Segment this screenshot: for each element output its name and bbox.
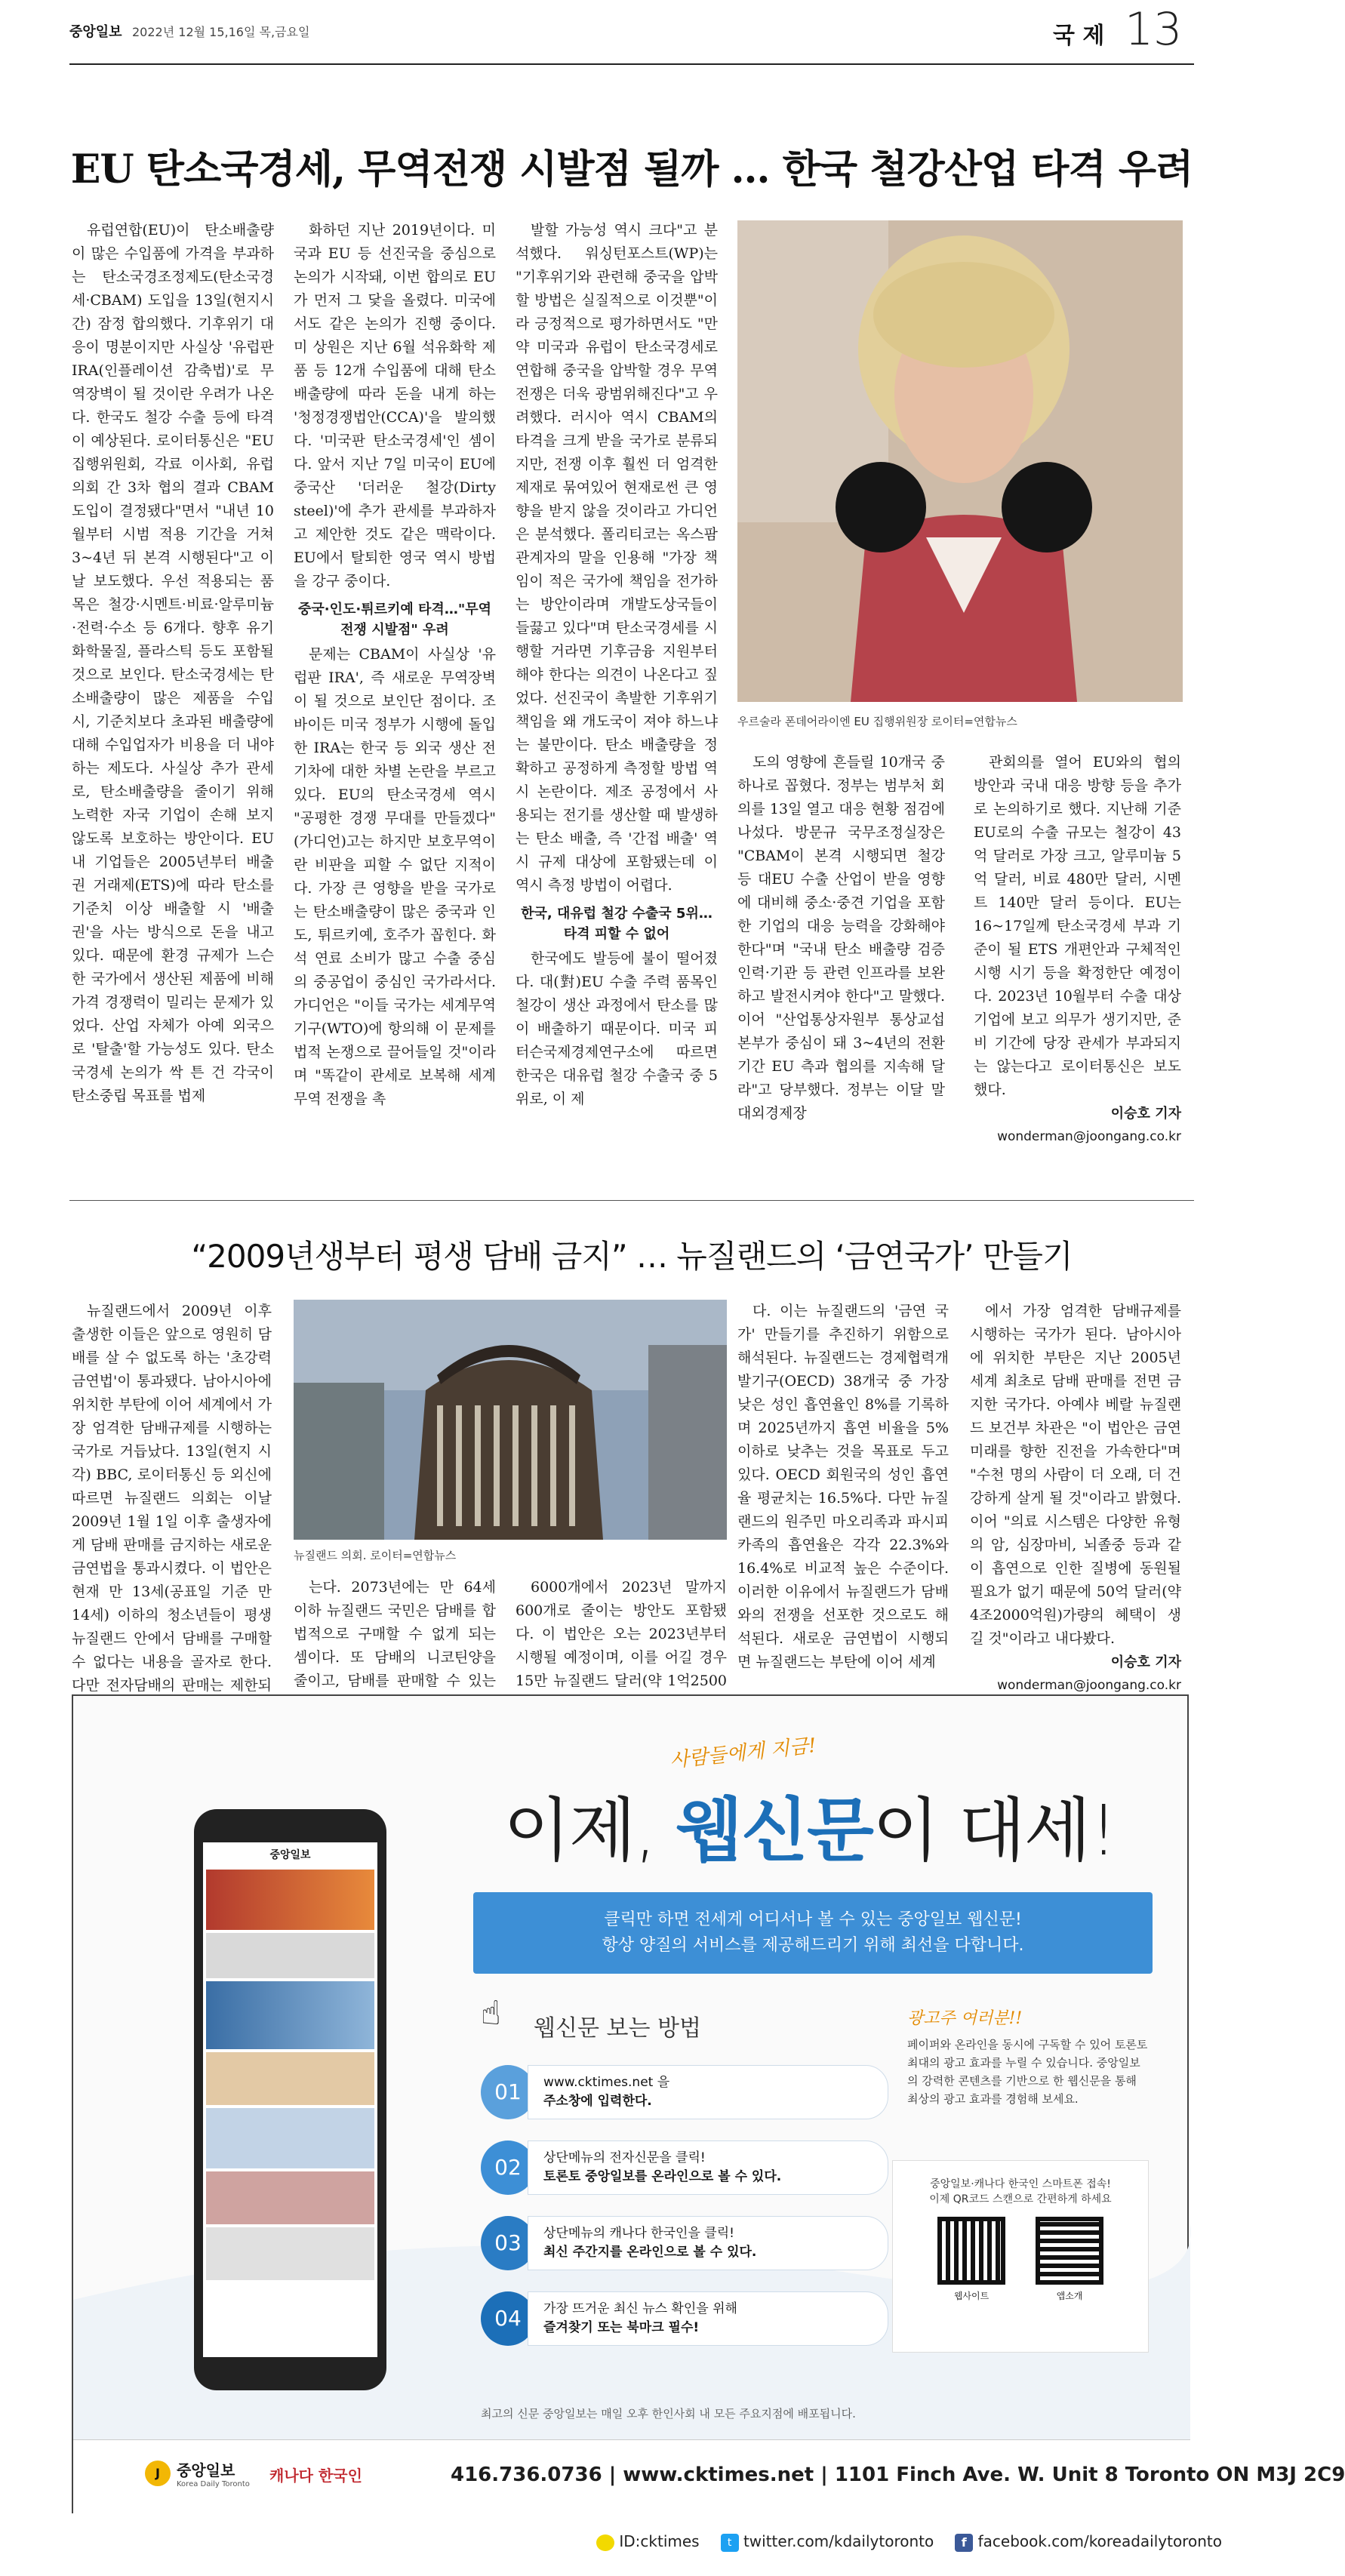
qr-code-icon[interactable]	[1036, 2217, 1103, 2285]
section-name: 국 제	[1053, 23, 1105, 49]
step-number: 03	[481, 2216, 535, 2270]
howto-step: 01 www.cktimes.net 을 주소창에 입력한다.	[481, 2054, 888, 2130]
article1-byline: 이승호 기자	[1110, 1106, 1181, 1122]
article-divider	[69, 1200, 1194, 1201]
article2-col4: 다. 이는 뉴질랜드의 '금연 국가' 만들기를 추진하기 위함으로 해석된다. 뉴질랜드는 경제협력개발기구(OECD) 38개국 중 가장 낮은 성인 흡연율인 8%를 기록하며 2025년까지 흡연 비율을 5% 이하로 낮추는 것을 목표로 두고 있다. OECD 회원국의 성인 흡연율 평균치는 16.5%다. 다만 뉴질랜드의 원주민 마오리족과 파시피카족의 흡연율은 각각 22.3%와 16.4%로 비교적 높은 수준이다. 이러한 이유에서 뉴질랜드가 담배와의 전쟁을 선포한 것으로도 해석된다. 새로운 금연법이 시행되면 뉴질랜드는 부탄에 이어 세계	[737, 1303, 949, 1670]
step-number: 04	[481, 2291, 535, 2346]
article1-col3: 발할 가능성 역시 크다"고 분석했다. 워싱턴포스트(WP)는 "기후위기와 관련해 중국을 압박할 방법은 실질적으로 이것뿐"이라 긍정적으로 평가하면서도 "만약 미국과 유럽이 탄소국경세로 연합해 중국을 압박할 경우 무역전쟁은 더욱 광범위해진다"고 우려했다. 러시아 역시 CBAM의 타격을 크게 받을 국가로 분류되지만, 전쟁 이후 훨씬 더 엄격한 제재로 묶여있어 현재로썬 큰 영향을 받지 않을 것이라고 가디언은 분석했다. 폴리티코는 옥스팜 관계자의 말을 인용해 "가장 책임이 적은 국가에 책임을 전가하는 방안이라며 개발도상국들이 들끓고 있다"며 탄소국경세를 시행할 거라면 기후금융 지원부터 해야 한다는 의견이 나온다고 짚었다. 선진국이 촉발한 기후위기 책임을 왜 개도국이 져야 하느냐는 불만이다. 탄소 배출량을 정확하고 공정하게 측정할 방법 역시 논란이다. 제조 공정에서 사용되는 전기를 생산할 때 발생하는 탄소 배출, 즉 '간접 배출' 역시 규제 대상에 포함됐는데 이 역시 측정 방법이 어렵다. 한국, 대유럽 철강 수출국 5위…타격 피할 수 없어 한국에도 발등에 불이 떨어졌다. 대(對)EU 수출 주력 품목인 철강이 생산 과정에서 탄소를 많이 배출하기 때문이다. 미국 피터슨국제경제연구소에 따르면 한국은 대유럽 철강 수출국 중 5위로, 이 제	[516, 222, 718, 1107]
article1-subhead2: 한국, 대유럽 철강 수출국 5위…타격 피할 수 없어	[521, 906, 713, 942]
step-number: 01	[481, 2065, 535, 2119]
article2-byline: 이승호 기자	[1110, 1654, 1181, 1670]
issue-date: 2022년 12월 15,16일 목,금요일	[132, 25, 310, 39]
twitter-icon: t	[721, 2534, 739, 2552]
masthead-logo: 중앙일보	[69, 24, 122, 40]
ad-headline-highlight: 웹신문	[676, 1790, 873, 1871]
social-links	[596, 2532, 1222, 2552]
article1-col5: 관회의를 열어 EU와의 협의 방안과 국내 대응 방향 등을 추가로 논의하기로 했다. 지난해 기준 EU로의 수출 규모는 철강이 43억 달러로 가장 크고, 알루미늄 5억 달러, 비료 480만 달러, 시멘트 140만 달러 등이다. EU는 16~17일께 탄소국경세 부과 기준이 될 ETS 개편안과 구체적인 시행 시기 등을 확정한단 예정이다. 2023년 10월부터 수출 대상 기업에 보고 의무가 생기지만, 준비 기간에 당장 관세가 부과되지는 않는다고 로이터통신은 보도했다. 이승호 기자 wonderman@joongang.co.kr	[974, 751, 1181, 1177]
article1-headline: EU 탄소국경세, 무역전쟁 시발점 될까 … 한국 철강산업 타격 우려	[70, 146, 1193, 192]
phone-site-title: 중앙일보	[269, 1849, 311, 1861]
tagline: 사람들에게 지금!	[669, 1734, 817, 1773]
article2-col1: 뉴질랜드에서 2009년 이후 출생한 이들은 앞으로 영원히 담배를 살 수 없도록 하는 '초강력 금연법'이 통과됐다. 남아시아에 위치한 부탄에 이어 세계에서 가장 엄격한 담배규제를 시행하는 국가로 거듭났다. 13일(현지 시각) BBC, 로이터통신 등 외신에 따르면 뉴질랜드 의회는 이날 2009년 1월 1일 이후 출생자에게 담배 판매를 금지하는 새로운 금연법을 통과시켰다. 이 법안은 현재 만 13세(공표일 기준 만 14세) 이하의 청소년들이 평생 뉴질랜드 안에서 담배를 구매할 수 없다는 내용을 골자로 한다. 다만 전자담배의 판매는 제한되	[72, 1303, 272, 1694]
article2-col2: 는다. 2073년에는 만 64세 이하 뉴질랜드 국민은 담배를 합법적으로 구매할 수 없게 되는 셈이다. 또 담배의 니코틴양을 줄이고, 담배를 판매할 수 있는	[294, 1579, 496, 1689]
article2-email: wonderman@joongang.co.kr	[997, 1678, 1181, 1693]
howto-steps	[481, 2054, 888, 2356]
promo-text: 페이퍼와 온라인을 동시에 구독할 수 있어 토론토 최대의 광고 효과를 누릴 수 있습니다. 중앙일보의 강력한 콘텐츠를 기반으로 한 웹신문을 통해 최상의 광고 효과를 경험해 보세요.	[907, 2038, 1148, 2106]
joongang-logo: J 중앙일보 Korea Daily Toronto	[145, 2458, 250, 2488]
facebook-icon: f	[955, 2534, 973, 2552]
hand-pointer-icon: ☝	[481, 1994, 501, 2033]
article1-col1: 유럽연합(EU)이 탄소배출량이 많은 수입품에 가격을 부과하는 탄소국경조정제도(탄소국경세·CBAM) 도입을 13일(현지시간) 잠정 합의했다. 기후위기 대응이 명분이지만 사실상 '유럽판 IRA(인플레이션 감축법)'로 무역장벽이 될 것이란 우려가 나온다. 한국도 철강 수출 등에 타격이 예상된다. 로이터통신은 "EU 집행위원회, 각료 이사회, 유럽의회 간 3차 협의 결과 CBAM 도입이 결정됐다"면서 "내년 10월부터 시범 적용 기간을 거쳐 3~4년 뒤 본격 시행된다"고 이날 보도했다. 우선 적용되는 품목은 철강·시멘트·비료·알루미늄·전력·수소 등 6개다. 향후 유기화학물질, 플라스틱 등도 포함될 것으로 보인다. 탄소국경세는 탄소배출량이 많은 제품을 수입 시, 기준치보다 초과된 배출량에 대해 수입업자가 비용을 더 내야 하는 제도다. 사실상 추가 관세로, 탄소배출량을 줄이기 위해 노력한 자국 기업이 손해 보지 않도록 보호하는 방안이다. EU 내 기업들은 2005년부터 배출권 거래제(ETS)에 따라 탄소를 기준치 이상 배출할 시 '배출권'을 사는 방식으로 돈을 내고 있다. 때문에 환경 규제가 느슨한 국가에서 생산된 제품에 비해 가격 경쟁력이 밀리는 문제가 있었다. 산업 자체가 아예 외국으로 '탈출'할 가능성도 있다. 탄소국경세 논의가 싹 튼 건 각국이 탄소중립 목표를 법제	[72, 222, 274, 1104]
ad-footnote: 최고의 신문 중앙일보는 매일 오후 한인사회 내 모든 주요지점에 배포됩니다.	[481, 2407, 856, 2421]
article2-col3: 6000개에서 2023년 말까지 600개로 줄이는 방안도 포함됐다. 이 법안은 오는 2023년부터 시행될 예정이며, 이를 어길 경우 15만 뉴질랜드 달러(약 1억2500	[516, 1579, 727, 1689]
promo-title: 광고주 여러분!!	[907, 2009, 1023, 2028]
web-newspaper-ad	[72, 1694, 1345, 2513]
kakao-icon	[596, 2534, 614, 2551]
canada-korean-logo: 캐나다 한국인	[269, 2467, 362, 2485]
howto-card	[481, 1994, 888, 2387]
article2-headline: “2009년생부터 평생 담배 금지” … 뉴질랜드의 ‘금연국가’ 만들기	[191, 1238, 1073, 1275]
phone-mockup	[194, 1809, 386, 2390]
article1-col2: 화하던 지난 2019년이다. 미국과 EU 등 선진국을 중심으로 논의가 시작돼, 이번 합의로 EU가 먼저 그 닻을 올렸다. 미국에서도 같은 논의가 진행 중이다. 미 상원은 지난 6월 석유화학 제품 등 12개 수입품에 대해 탄소배출량에 따라 돈을 내게 하는 '청정경쟁법안(CCA)'을 발의했다. '미국판 탄소국경세'인 셈이다. 앞서 지난 7일 미국이 EU에 중국산 '더러운 철강(Dirty steel)'에 추가 관세를 부과하자고 제안한 것도 같은 맥락이다. EU에서 탈퇴한 영국 역시 방법을 강구 중이다. 중국·인도·튀르키예 타격…"무역전쟁 시발점" 우려 문제는 CBAM이 사실상 '유럽판 IRA', 즉 새로운 무역장벽이 될 것으로 보인단 점이다. 조 바이든 미국 정부가 시행에 돌입한 IRA는 한국 등 외국 생산 전기차에 대한 차별 논란을 부르고 있다. EU의 탄소국경세 역시 "공평한 경쟁 무대를 만들겠다"(가디언)고는 하지만 보호무역이란 비판을 피할 수 없단 지적이다. 가장 큰 영향을 받을 국가로는 탄소배출량이 많은 중국과 인도, 튀르키예, 호주가 꼽힌다. 화석 연료 소비가 많고 수출 중심의 중공업이 중심인 국가라서다. 가디언은 "이들 국가는 세계무역기구(WTO)에 항의해 이 문제를 법적 논쟁으로 끌어들일 것"이라며 "똑같이 관세로 보복해 세계 무역 전쟁을 촉	[294, 222, 496, 1107]
howto-step: 03 상단메뉴의 캐나다 한국인을 클릭! 최신 주간지를 온라인으로 볼 수 있다.	[481, 2205, 888, 2281]
ad-banner: 클릭만 하면 전세계 어디서나 볼 수 있는 중앙일보 웹신문! 항상 양질의 서비스를 제공해드리기 위해 최선을 다합니다.	[473, 1892, 1153, 1974]
howto-step: 02 상단메뉴의 전자신문을 클릭! 토론토 중앙일보를 온라인으로 볼 수 있다.	[481, 2130, 888, 2205]
qr-box: 중앙일보·캐나다 한국인 스마트폰 접속! 이제 QR코드 스캔으로 간편하게 하세요 웹사이트 앱소개	[892, 2160, 1149, 2353]
howto-title: 웹신문 보는 방법	[534, 2015, 701, 2042]
article2-photo-caption: 뉴질랜드 의회. 로이터=연합뉴스	[294, 1549, 457, 1562]
article1-email: wonderman@joongang.co.kr	[997, 1129, 1181, 1144]
howto-step: 04 가장 뜨거운 최신 뉴스 확인을 위해 즐겨찾기 또는 북마크 필수!	[481, 2281, 888, 2356]
header-rule	[69, 63, 1194, 65]
social-facebook[interactable]: f facebook.com/koreadailytoronto	[955, 2532, 1222, 2552]
article1-col4: 도의 영향에 흔들릴 10개국 중 하나로 꼽혔다. 정부는 범부처 회의를 13일 열고 대응 현황 점검에 나섰다. 방문규 국무조정실장은 "CBAM이 본격 시행되면 철강 등 대EU 수출 산업이 받을 영향에 대비해 중소·중견 기업을 포함한 기업의 대응 능력을 강화해야 한다"며 "국내 탄소 배출량 검증인력·기관 등 관련 인프라를 보완하고 발전시켜야 한다"고 말했다. 이어 "산업통상자원부 통상교섭본부가 중심이 돼 3~4년의 전환 기간 EU 측과 협의를 지속해 달라"고 당부했다. 정부는 이달 말 대외경제장	[737, 754, 945, 1122]
qr-code-icon[interactable]	[937, 2217, 1005, 2285]
article2-col5: 에서 가장 엄격한 담배규제를 시행하는 국가가 된다. 남아시아에 위치한 부탄은 지난 2005년 세계 최초로 담배 판매를 전면 금지한 국가다. 아예샤 베랄 뉴질랜드 보건부 차관은 "이 법안은 금연 미래를 향한 진전을 가속한다"며 "수천 명의 사람이 더 오래, 더 건강하게 살게 될 것"이라고 밝혔다. 이어 "의료 시스템은 다양한 유형의 암, 심장마비, 뇌졸중 등과 같이 흡연으로 인한 질병에 동원될 필요가 없기 때문에 50억 달러(약 4조2000억원)가량의 혜택이 생길 것"이라고 내다봤다. 이승호 기자 wonderman@joongang.co.kr	[970, 1300, 1181, 1647]
social-twitter[interactable]: t twitter.com/kdailytoronto	[721, 2532, 934, 2552]
social-kakao[interactable]: ID:cktimes	[596, 2532, 700, 2552]
eu-president-photo	[737, 220, 1183, 702]
ad-headline: 이제, 웹신문이 대세!	[503, 1790, 1116, 1871]
nz-parliament-photo	[294, 1300, 727, 1540]
contact-line: 416.736.0736 | www.cktimes.net | 1101 Finch Ave. W. Unit 8 Toronto ON M3J 2C9	[451, 2464, 1345, 2486]
step-number: 02	[481, 2141, 535, 2195]
article1-subhead1: 중국·인도·튀르키예 타격…"무역전쟁 시발점" 우려	[298, 602, 491, 638]
page-number: 13	[1125, 3, 1183, 56]
article1-photo-caption: 우르술라 폰데어라이엔 EU 집행위원장 로이터=연합뉴스	[737, 715, 1017, 728]
